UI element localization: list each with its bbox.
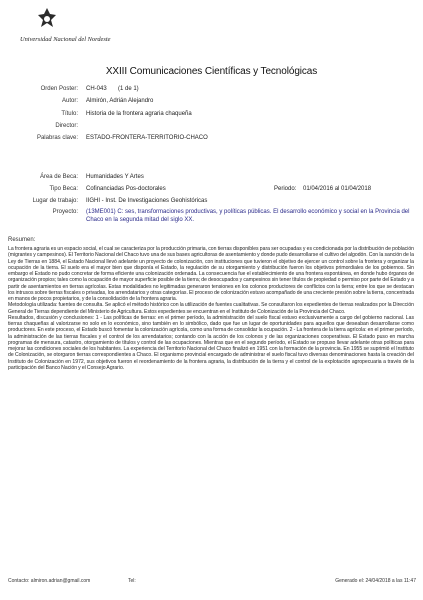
resumen-body xyxy=(8,246,414,371)
orden-poster-value: CH-043 xyxy=(86,86,107,92)
orden-poster-extra: (1 de 1) xyxy=(118,86,139,92)
lugar-trabajo-value: IIGHI - Inst. De Investigaciones Geohistóricas xyxy=(86,198,208,204)
footer-generated: Generado el: 24/04/2018 a las 11:47 xyxy=(335,578,416,584)
tipo-beca-value: Cofinanciadas Pos-doctorales xyxy=(86,186,166,192)
lugar-trabajo-label: Lugar de trabajo: xyxy=(32,198,78,204)
autor-value: Almirón, Adrián Alejandro xyxy=(86,98,154,104)
palabras-clave-value: ESTADO-FRONTERA-TERRITORIO-CHACO xyxy=(86,135,208,141)
footer xyxy=(8,578,416,586)
periodo-label: Periodo: xyxy=(274,186,297,192)
area-beca-value: Humanidades Y Artes xyxy=(86,174,144,180)
tipo-beca-label: Tipo Beca: xyxy=(49,186,78,192)
resumen-paragraph: La frontera agraria es un espacio social, el cual se caracteriza por la producción primaria, con tierras disponibles para ser ocupadas y es condicionada por la distribución de población (migrantes y campesinos). El Territorio Nacional del Chaco tuvo una de sus bases agricultoras de asentamiento y donde pudo desarrollarse el cultivo del algodón. Con la sanción de la Ley de Tierras en 1884, el Estado Nacional llevó adelante un proyecto de colonización, con instituciones que tuvieron el objetivo de ejercer un control sobre la frontera y organizar la ocupación de la tierra. El suelo era el mayor bien que disponía el Estado, la regulación de su otorgamiento y distribución fueron los objetivos primordiales de los gobiernos. Sin embargo el Estado no pudo concretar de forma eficiente una colonización ordenada. La consecuencia fue el establecimiento de una frontera espontánea, en donde hubo órganos de organización propios; tales como la ocupación de mayor superficie posible de la tierra; de desocupados y campesinos sin tener títulos de propiedad o permiso por parte del Estado y a partir de asentamientos en tierras agrícolas. Estas modalidades no legitimadas generaron tensiones en los colonos productores de conflictos con la tierra; entre los que se destacan los intrusos sobre tierras fiscales o privadas, los arrendatarios y otras categorías. El proceso de colonización estuvo acompañado de una creciente presión sobre la tierra, concentrada en manos de pocos propietarios, y de la consolidación de la frontera agraria. xyxy=(8,246,414,302)
footer-contact: Contacto: almiron.adrian@gmail.com xyxy=(8,578,91,584)
footer-tel: Tel: xyxy=(128,578,136,584)
university-seal-icon xyxy=(34,6,60,32)
resumen-paragraph: Resultados, discusión y conclusiones: 1 - Las políticas de tierras: en el primer período, la administración del suelo fiscal estuvo exclusivamente a cargo del gobierno nacional. Las tierras chaqueñas al valorizarse no solo en lo económico, sino también en lo simbólico, dado que fue un lugar de oportunidades para aquellos que deseaban desarrollarse como productores. En este proceso, el Estado buscó fomentar la colonización agrícola, como una forma de consolidar la ocupación. 2 - La frontera de la tierra agrícola: en el primer período, la administración de las tierras fiscales y el control de los arrendatarios; contando con la acción de los colonos y de las organizaciones cooperativas. El Estado puso en marcha programas de mensura, catastro, otorgamiento de títulos y control de las ocupaciones. Mientras que en el segundo período, el Estado se propuso llevar adelante otras políticas para mejorar las condiciones sociales de los habitantes. La experiencia del Territorio Nacional del Chaco finalizó en 1951 con la formación de la provincia. En 1955 se suprimió el Instituto de Colonización, se otorgaron tierras correspondientes a Chaco. El organismo provincial encargado de administrar el suelo fiscal tuvo diversas denominaciones hasta la creación del Instituto de Colonización en 1972, sus objetivos fueron el reordenamiento de la frontera agraria, la distribución de la tierra y el control de la explotación agropecuaria a través de la participación del Banco Nación y el Consejo Agrario. xyxy=(8,314,414,371)
director-label: Director: xyxy=(55,123,78,129)
autor-label: Autor: xyxy=(61,98,78,104)
palabras-clave-label: Palabras clave: xyxy=(36,135,78,141)
proyecto-value: (13ME001) C: ses, transformaciones productivas, y políticas públicas. El desarrollo económico y social en la Provincia del Chaco en la segunda mitad del siglo XX. xyxy=(86,209,410,223)
area-beca-label: Área de Beca: xyxy=(39,174,78,180)
proyecto-label: Proyecto: xyxy=(52,209,78,215)
resumen-label: Resumen: xyxy=(8,237,36,243)
university-name: Universidad Nacional del Nordeste xyxy=(20,36,111,43)
resumen-paragraph: Metodología utilizada: fuentes de consulta. Se aplicó el método histórico con la utilización de fuentes cualitativas. Se consultaron los expedientes de tierras realizados por la Dirección General de Tierras dependiente del Ministerio de Agricultura. Estos expedientes se encuentran en el Instituto de Colonización de la Provincia del Chaco. xyxy=(8,302,414,315)
page-title: XXIII Comunicaciones Científicas y Tecnológicas xyxy=(105,66,318,77)
orden-poster-label: Orden Poster: xyxy=(40,86,78,92)
titulo-label: Título: xyxy=(61,111,78,117)
periodo-value: 01/04/2016 al 01/04/2018 xyxy=(303,186,372,192)
titulo-value: Historia de la frontera agraria chaqueña xyxy=(86,111,192,117)
